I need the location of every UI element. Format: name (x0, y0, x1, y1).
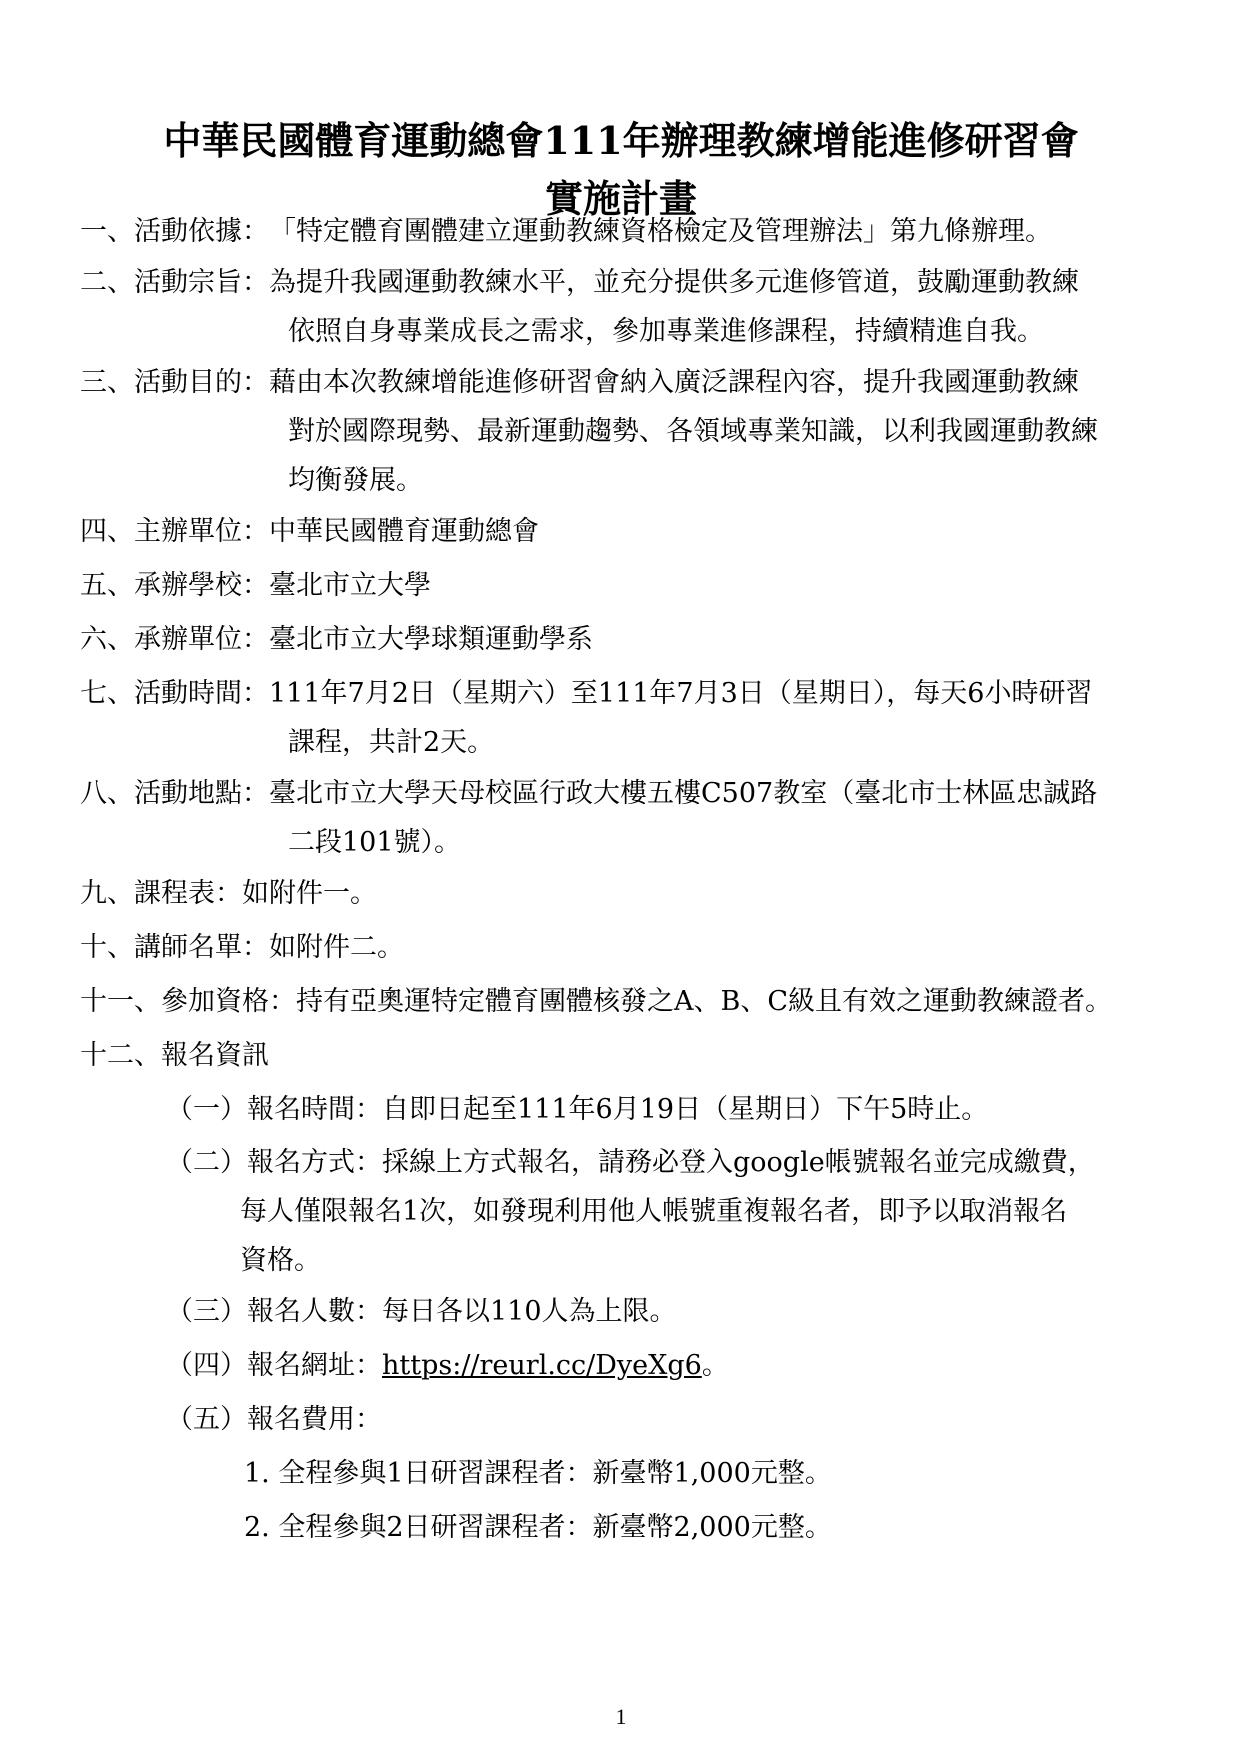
section-label: 十二、報名資訊 (80, 1040, 269, 1071)
section-label: 十一、參加資格： (80, 986, 296, 1017)
section-text: 依照自身專業成長之需求，參加專業進修課程，持續精進自我。 (288, 316, 1044, 347)
document-subtitle: 實施計畫 (544, 176, 697, 221)
section-label: 五、承辦學校： (80, 570, 269, 601)
registration-text: 。 (701, 1350, 729, 1381)
section-text: 二段101號）。 (288, 827, 462, 858)
section-purpose (80, 269, 1079, 296)
section-label: 九、課程表： (80, 878, 242, 909)
section-label: 二、活動宗旨： (80, 267, 269, 298)
section-text: 對於國際現勢、最新運動趨勢、各領域專業知識，以利我國運動教練 (288, 416, 1098, 447)
section-label: 六、承辦單位： (80, 624, 269, 655)
registration-text: 每日各以110人為上限。 (382, 1296, 677, 1327)
section-text: 中華民國體育運動總會 (269, 516, 539, 547)
section-text: 臺北市立大學球類運動學系 (269, 624, 593, 655)
section-label: 七、活動時間： (80, 678, 269, 709)
section-host-unit (80, 626, 593, 653)
registration-label: （一）報名時間： (166, 1094, 382, 1125)
registration-fee (166, 1406, 382, 1433)
section-text: 如附件一。 (242, 878, 377, 909)
registration-url (166, 1352, 729, 1379)
registration-link[interactable]: https://reurl.cc/DyeXg6 (382, 1350, 702, 1381)
section-text: 藉由本次教練增能進修研習會納入廣泛課程內容，提升我國運動教練 (269, 367, 1079, 398)
registration-label: （五）報名費用： (166, 1404, 382, 1435)
registration-text: 採線上方式報名，請務必登入google帳號報名並完成繳費， (382, 1147, 1095, 1178)
registration-capacity (166, 1298, 677, 1325)
registration-method (166, 1149, 1095, 1176)
registration-text: 自即日起至111年6月19日（星期日）下午5時止。 (382, 1094, 989, 1125)
registration-label: （二）報名方式： (166, 1147, 382, 1178)
section-text: 臺北市立大學 (269, 570, 431, 601)
section-label: 十、講師名單： (80, 932, 269, 963)
section-eligibility (80, 988, 1112, 1015)
registration-label: （三）報名人數： (166, 1296, 382, 1327)
section-label: 三、活動目的： (80, 367, 269, 398)
section-text: 持有亞奧運特定體育團體核發之A、B、C級且有效之運動教練證者。 (296, 986, 1112, 1017)
page-number: 1 (615, 1704, 627, 1729)
section-organizer (80, 518, 539, 545)
registration-label: （四）報名網址： (166, 1350, 382, 1381)
section-lecturers (80, 934, 404, 961)
section-basis (80, 218, 1052, 245)
section-text: 均衡發展。 (288, 465, 423, 496)
registration-text: 每人僅限報名1次，如發現利用他人帳號重複報名者，即予以取消報名 (240, 1196, 1068, 1227)
section-text: 臺北市立大學天母校區行政大樓五樓C507教室（臺北市士林區忠誠路 (269, 778, 1098, 809)
section-text: 為提升我國運動教練水平，並充分提供多元進修管道，鼓勵運動教練 (269, 267, 1079, 298)
section-location (80, 780, 1097, 807)
section-time (80, 680, 1092, 707)
section-label: 一、活動依據： (80, 216, 269, 247)
section-goal (80, 369, 1079, 396)
section-text: 「特定體育團體建立運動教練資格檢定及管理辦法」第九條辦理。 (269, 216, 1052, 247)
section-text: 如附件二。 (269, 932, 404, 963)
registration-text: 資格。 (240, 1245, 321, 1276)
section-schedule (80, 880, 377, 907)
section-label: 八、活動地點： (80, 778, 269, 809)
section-host-school (80, 572, 431, 599)
section-text: 課程，共計2天。 (288, 727, 495, 758)
section-label: 四、主辦單位： (80, 516, 269, 547)
section-registration (80, 1042, 269, 1069)
fee-item: 1. 全程參與1日研習課程者：新臺幣1,000元整。 (244, 1458, 832, 1489)
document-title: 中華民國體育運動總會111年辦理教練增能進修研習會 (163, 118, 1079, 163)
registration-time (166, 1096, 988, 1123)
section-text: 111年7月2日（星期六）至111年7月3日（星期日），每天6小時研習 (269, 678, 1093, 709)
fee-item: 2. 全程參與2日研習課程者：新臺幣2,000元整。 (244, 1512, 832, 1543)
